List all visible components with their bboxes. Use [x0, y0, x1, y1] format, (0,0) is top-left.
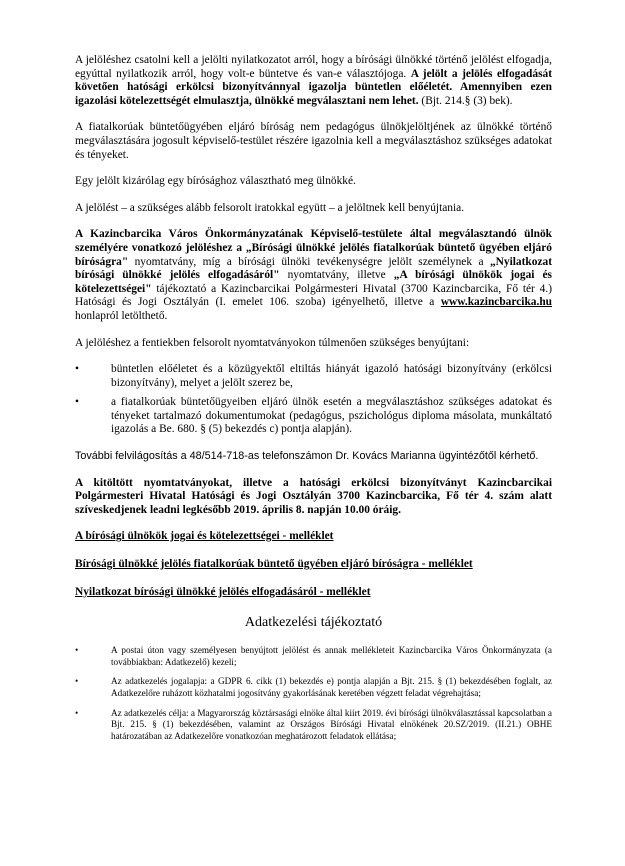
annex-link-rights-obligations[interactable]: A bírósági ülnökök jogai és kötelezettségei - melléklet [75, 530, 334, 543]
paragraph-nomination-declaration: A jelöléshez csatolni kell a jelölti nyilatkozatot arról, hogy a bírósági ülnökké történő jelölést elfogadja, egyúttal nyilatkozik arról, hogy volt-e büntetve és van-e választójoga. A jelölt a jelölés elfogadását követően hatósági erkölcsi bizonyítvánnyal igazolja büntetlen előéletét. Amennyiben ezen igazolási kötelezettségét elmulasztja, ülnökké megválasztani nem lehet. (Bjt. 214.§ (3) bek). [75, 54, 552, 107]
privacy-section-title: Adatkezelési tájékoztató [244, 615, 383, 631]
annex-link-juvenile-court-nomination[interactable]: Bírósági ülnökké jelölés fiatalkorúak büntető ügyében eljáró bíróságra - melléklet [75, 558, 473, 571]
list-item: • Az adatkezelés célja: a Magyarország köztársasági elnöke által kiírt 2019. évi bírósági ülnökválasztással kapcsolatban a Bjt. 215. § (1) bekezdésében, valamint az Országos Bírósági Hivatal elnökének 20.SZ/2019. (II.21.) OBHE határozatában az Adatkezelőre vonatkozóan meghatározott feladatok ellátása; [75, 707, 552, 741]
paragraph-contact: További felvilágosítás a 48/514-718-as telefonszámon Dr. Kovács Marianna ügyintézőtől kérhető. [75, 450, 539, 463]
bullet-icon: • [75, 676, 79, 687]
annex-link-acceptance-declaration[interactable]: Nyilatkozat bírósági ülnökké jelölés elfogadásáról - melléklet [75, 585, 371, 598]
list-item: • A postai úton vagy személyesen benyújtott jelölést és annak mellékleteit Kazincbarcika Város Önkormányzata (a továbbiakban: Adatkezelő) kezeli; [75, 645, 552, 667]
bullet-icon: • [75, 396, 79, 409]
website-link[interactable]: www.kazincbarcika.hu [440, 296, 552, 309]
list-item: • Az adatkezelés jogalapja: a GDPR 6. cikk (1) bekezdés e) pontja alapján a Bjt. 215. § (1) bekezdésében foglalt, az Adatkezelőre ruházott közhatalmi jogosítvány gyakorlásának keretében végzett feladat végrehajtása; [75, 676, 552, 698]
paragraph-forms: A Kazincbarcika Város Önkormányzatának Képviselő-testülete által megválasztandó ülnök személyére vonatkozó jelöléshez a „Bírósági ülnökké jelölés fiatalkorúak büntető ügyében eljáró bíróságra" nyomtatvány, míg a bírósági ülnöki tevékenységre jelölt személynek a „Nyilatkozat bírósági ülnökké jelölés elfogadásáról" nyomtatvány, illetve „A bírósági ülnökök jogai és kötelezettségei" tájékoztató a Kazincbarcikai Polgármesteri Hivatal (3700 Kazincbarcika, Fő tér 4.) Hatósági és Jogi Osztályán (I. emelet 106. szoba) igényelhető, illetve a www.kazincbarcika.hu honlapról letölthető. [75, 228, 552, 322]
bullet-icon: • [75, 645, 79, 656]
paragraph-single-court: Egy jelölt kizárólag egy bírósághoz választható meg ülnökké. [75, 175, 356, 188]
paragraph-non-teacher-candidate: A fiatalkorúak büntetőügyében eljáró bíróság nem pedagógus ülnökjelöltjének az ülnökké történő megválasztására jogosult képviselő-testület részére igazolnia kell a megválasztáshoz szükséges adatokat és tényeket. [75, 121, 552, 161]
bullet-icon: • [75, 363, 79, 376]
bullet-icon: • [75, 707, 79, 718]
paragraph-submission: A jelölést – a szükséges alább felsorolt iratokkal együtt – a jelöltnek kell benyújtania. [75, 201, 465, 214]
list-item: • büntetlen előéletet és a közügyektől eltiltás hiányát igazoló hatósági bizonyítvány (erkölcsi bizonyítvány), melyet a jelölt szerez be, [75, 363, 552, 389]
document-page [75, 54, 552, 750]
list-item: • a fiatalkorúak büntetőügyeiben eljáró ülnök esetén a megválasztáshoz szükséges adatokat és tényeket tartalmazó dokumentumokat (pedagógus, pszichológus diploma másolata, munkáltató igazolás a Be. 680. § (5) bekezdés c) pontja alapján). [75, 396, 552, 436]
privacy-list [75, 645, 552, 742]
paragraph-required-docs-intro: A jelöléshez a fentiekben felsorolt nyomtatványokon túlmenően szükséges benyújtani: [75, 336, 470, 349]
paragraph-deadline: A kitöltött nyomtatványokat, illetve a hatósági erkölcsi bizonyítványt Kazincbarcikai Polgármesteri Hivatal Hatósági és Jogi Osztályán 3700 Kazincbarcika, Fő tér 4. szám alatt szíveskedjenek leadni legkésőbb 2019. április 8. napján 10.00 óráig. [75, 476, 552, 516]
